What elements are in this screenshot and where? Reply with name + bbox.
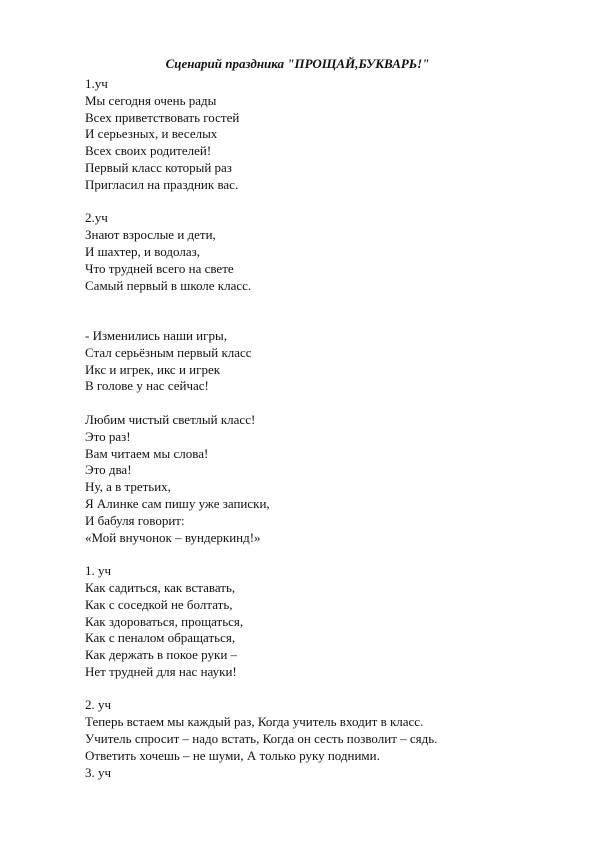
stanza-3 [85, 328, 565, 395]
text-line: 2. уч [85, 697, 112, 713]
text-line: Я Алинке сам пишу уже записки, [85, 495, 270, 511]
text-line: Учитель спросит – надо встать, Когда он сесть позволит – сядь. [85, 731, 438, 747]
text-line: Мы сегодня очень рады [85, 92, 217, 108]
text-line: Всех своих родителей! [85, 143, 212, 159]
text-line: Как садиться, как вставать, [85, 579, 236, 595]
stanza-2 [85, 210, 565, 294]
text-line: Как держать в покое руки – [85, 647, 238, 663]
stanza-4 [85, 412, 565, 546]
text-line: Вам читаем мы слова! [85, 445, 209, 461]
text-line: 1. уч [85, 563, 112, 579]
text-line: Как с соседкой не болтать, [85, 596, 233, 612]
text-line: Ответить хочешь – не шуми, А только руку подними. [85, 747, 380, 763]
text-line: И серьезных, и веселых [85, 126, 218, 142]
text-line: 3. уч [85, 764, 112, 780]
text-line: Пригласил на праздник вас. [85, 176, 239, 192]
text-line: Как с пеналом обращаться, [85, 630, 236, 646]
text-line: Ну, а в третьих, [85, 479, 171, 495]
text-line: И шахтер, и водолаз, [85, 243, 201, 259]
text-line: Самый первый в школе класс. [85, 277, 252, 293]
text-line: Что трудней всего на свете [85, 260, 234, 276]
document-title: Сценарий праздника "ПРОЩАЙ,БУКВАРЬ!" [165, 56, 430, 71]
stanza-1 [85, 76, 565, 194]
text-line: Любим чистый светлый класс! [85, 411, 256, 427]
text-line: Это раз! [85, 428, 131, 444]
text-line: Это два! [85, 462, 132, 478]
text-line: Знают взрослые и дети, [85, 227, 216, 243]
text-line: 2.уч [85, 210, 108, 226]
text-line: 1.уч [85, 76, 108, 91]
text-line: Как здороваться, прощаться, [85, 613, 244, 629]
text-line: «Мой внучонок – вундеркинд!» [85, 529, 261, 545]
text-line: И бабуля говорит: [85, 512, 185, 528]
stanza-6 [85, 697, 565, 781]
text-line: - Изменились наши игры, [85, 327, 227, 343]
text-line: Теперь встаем мы каждый раз, Когда учитель входит в класс. [85, 714, 424, 730]
text-line: Нет трудней для нас науки! [85, 663, 237, 679]
text-line: Икс и игрек, икс и игрек [85, 361, 221, 377]
text-line: Стал серьёзным первый класс [85, 344, 252, 360]
text-line: Всех приветствовать гостей [85, 109, 240, 125]
document-body [85, 76, 565, 781]
text-line: Первый класс который раз [85, 159, 232, 175]
stanza-5 [85, 563, 565, 681]
text-line: В голове у нас сейчас! [85, 378, 209, 394]
